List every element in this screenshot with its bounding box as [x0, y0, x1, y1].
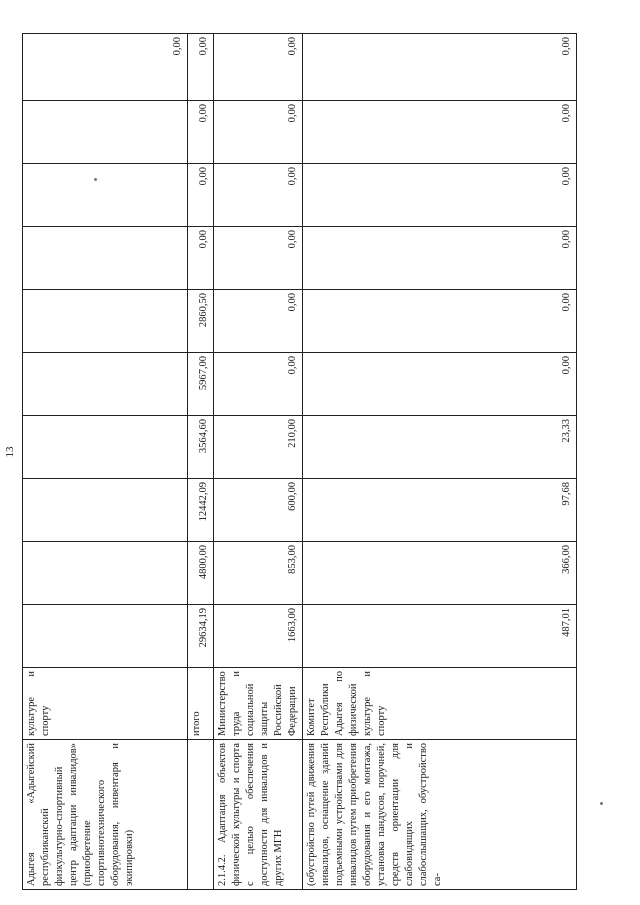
value-cell: 487,01 [303, 605, 577, 668]
value-cell: 0,00 [214, 227, 303, 290]
value-cell: 0,00 [303, 353, 577, 416]
scan-speck [600, 802, 603, 805]
value-cell [23, 227, 188, 290]
value-cell: 0,00 [188, 227, 214, 290]
value-cell: 0,00 [303, 34, 577, 101]
value-cell [23, 605, 188, 668]
table-row [214, 34, 303, 890]
value-cell: 600,00 [214, 479, 303, 542]
value-cell [23, 416, 188, 479]
value-cell: 0,00 [188, 101, 214, 164]
measure-name-cell: (обустройство путей движения инвалидов, оснащение зданий подъемными устройствами для инвалидов путем приобретения оборудования и его монтажа, установка пандусов, поручней, средств ориентации для слабовидящих и слабослышащих, обустройство са- [303, 740, 577, 890]
table-row [188, 34, 214, 890]
scan-speck [94, 178, 97, 181]
value-cell: 0,00 [214, 164, 303, 227]
value-cell [23, 353, 188, 416]
measure-name-cell: 2.1.4.2. Адаптация объектов физической культуры и спорта с целью обеспечения доступности для инвалидов и других МГН [214, 740, 303, 890]
budget-table [22, 33, 577, 890]
value-cell: 1663,00 [214, 605, 303, 668]
value-cell: 0,00 [214, 101, 303, 164]
value-cell: 210,00 [214, 416, 303, 479]
value-cell [23, 542, 188, 605]
executor-cell: Комитет Республики Адыгея по физической культуре и спорту [303, 668, 577, 740]
value-cell: 2860,50 [188, 290, 214, 353]
value-cell: 0,00 [303, 101, 577, 164]
value-cell: 0,00 [303, 290, 577, 353]
executor-cell: итого [188, 668, 214, 740]
value-cell: 0,00 [214, 34, 303, 101]
rotated-table-page [22, 34, 577, 890]
value-cell: 0,00 [303, 164, 577, 227]
value-cell: 0,00 [188, 34, 214, 101]
value-cell: 97,68 [303, 479, 577, 542]
value-cell: 4800,00 [188, 542, 214, 605]
value-cell: 0,00 [214, 353, 303, 416]
value-cell: 366,00 [303, 542, 577, 605]
value-cell: 5967,00 [188, 353, 214, 416]
value-cell: 0,00 [188, 164, 214, 227]
value-cell: 853,00 [214, 542, 303, 605]
measure-name-cell [188, 740, 214, 890]
value-cell [23, 479, 188, 542]
value-cell: 3564,60 [188, 416, 214, 479]
table-row [303, 34, 577, 890]
executor-cell: Министерство труда и социальной защиты Российской Федерации [214, 668, 303, 740]
value-cell: 0,00 [303, 227, 577, 290]
value-cell [23, 164, 188, 227]
table-row [23, 34, 188, 890]
value-cell [23, 101, 188, 164]
value-cell: 12442,09 [188, 479, 214, 542]
value-cell: 23,33 [303, 416, 577, 479]
value-cell: 29634,19 [188, 605, 214, 668]
value-cell: 0,00 [214, 290, 303, 353]
measure-name-cell: Адыгея «Адыгейский республиканский физкультурно-спортивный центр адаптации инвалидов» (приобретение спортивнотехнического оборудования, инвентаря и экипировки) [23, 740, 188, 890]
value-cell: 0,00 [23, 34, 188, 101]
executor-cell: культуре и спорту [23, 668, 188, 740]
page-number: 13 [4, 446, 16, 458]
value-cell [23, 290, 188, 353]
